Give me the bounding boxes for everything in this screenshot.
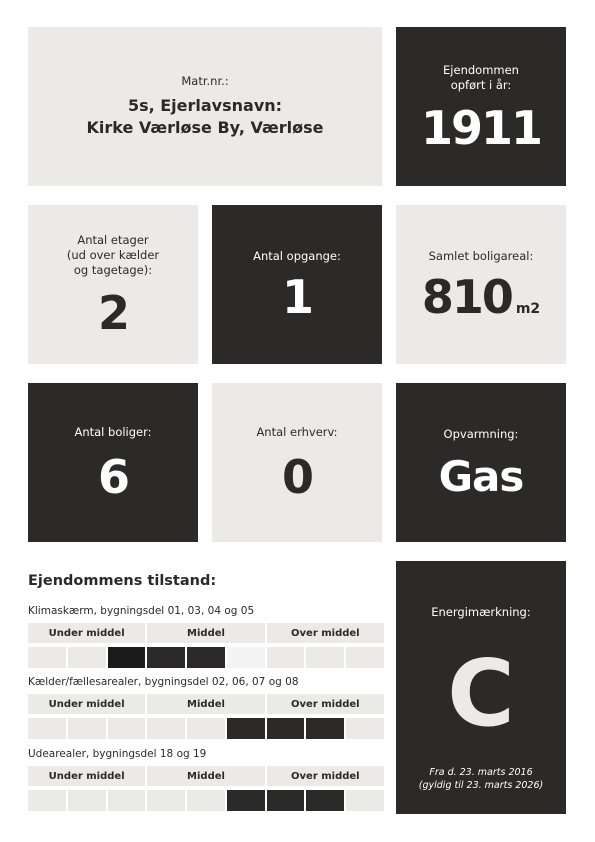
condition-rating-cells [28,647,384,668]
floors-label-line-3: og tagetage): [73,263,153,277]
scale-label: Middel [147,623,266,643]
rating-cell [147,647,185,668]
scale-label: Middel [147,694,266,714]
rating-cell [28,647,66,668]
energy-label-tile [396,561,566,814]
stairwells-tile [212,205,382,364]
rating-cell [147,718,185,739]
scale-label: Over middel [291,627,360,639]
rating-cell [267,718,305,739]
rating-cell [68,718,106,739]
living-area-value-row [421,270,541,324]
matr-label: Matr.nr.: [181,74,229,88]
living-area-label: Samlet boligareal: [428,249,534,263]
commercial-tile [212,383,382,542]
year-label [443,63,519,93]
condition-scale-header [28,623,384,643]
rating-cell [306,790,344,811]
rating-cell [346,647,384,668]
floors-label-line-2: (ud over kælder [66,248,160,262]
living-area-unit: m2 [515,301,541,317]
energy-note-line-2: (gyldig til 23. marts 2026) [418,780,544,791]
rating-cell [187,647,225,668]
energy-label: Energimærkning: [431,605,531,619]
rating-cell [147,790,185,811]
rating-cell [267,790,305,811]
rating-cell [108,647,146,668]
energy-note-line-1: Fra d. 23. marts 2016 [429,767,533,778]
heating-label: Opvarmning: [443,427,519,441]
rating-cell [346,790,384,811]
condition-group-label: Klimaskærm, bygningsdel 01, 03, 04 og 05 [28,605,255,617]
matr-line-1: 5s, Ejerlavsnavn: [127,96,283,115]
rating-cell [267,647,305,668]
scale-label: Under middel [28,766,147,786]
scale-label: Over middel [291,698,360,710]
rating-cell [306,647,344,668]
rating-cell [227,718,265,739]
rating-cell [68,647,106,668]
floors-label-line-1: Antal etager [77,233,149,247]
scale-label: Middel [147,766,266,786]
dwellings-tile [28,383,198,542]
rating-cell [108,790,146,811]
rating-cell [227,647,265,668]
commercial-label: Antal erhverv: [256,425,338,439]
living-area-value: 810 [421,270,512,324]
rating-cell [187,718,225,739]
floors-label [67,233,159,278]
rating-cell [28,790,66,811]
rating-cell [68,790,106,811]
matr-line-2: Kirke Værløse By, Værløse [86,118,324,137]
condition-group-label: Udearealer, bygningsdel 18 og 19 [28,748,207,760]
energy-validity-note [419,766,543,792]
rating-cell [306,718,344,739]
rating-cell [187,790,225,811]
condition-group-basement [28,676,384,739]
year-value: 1911 [420,100,542,155]
energy-grade-badge [433,640,529,747]
dwellings-value: 6 [97,450,128,504]
year-built-tile [396,27,566,186]
scale-label: Under middel [28,694,147,714]
condition-scale-header [28,694,384,714]
condition-group-label: Kælder/fællesarealer, bygningsdel 02, 06, 07 og 08 [28,676,299,688]
commercial-value: 0 [281,450,312,504]
floors-value: 2 [97,286,128,340]
condition-group-outdoor [28,748,384,811]
rating-cell [227,790,265,811]
rating-cell [28,718,66,739]
heating-value: Gas [438,452,524,501]
stairwells-label: Antal opgange: [253,249,341,263]
condition-rating-cells [28,718,384,739]
year-label-line-2: opført i år: [450,77,512,92]
condition-rating-cells [28,790,384,811]
rating-cell [346,718,384,739]
energy-grade: C [447,640,515,747]
floors-tile [28,205,198,364]
scale-label: Under middel [28,623,147,643]
year-label-line-1: Ejendommen [443,62,519,77]
matrikel-tile [28,27,382,186]
scale-label: Over middel [291,770,360,782]
stairwells-value: 1 [281,270,312,324]
condition-scale-header [28,766,384,786]
living-area-tile [396,205,566,364]
condition-group-climate [28,605,384,668]
condition-title: Ejendommens tilstand: [28,573,217,589]
dwellings-label: Antal boliger: [74,425,152,439]
rating-cell [108,718,146,739]
heating-tile [396,383,566,542]
